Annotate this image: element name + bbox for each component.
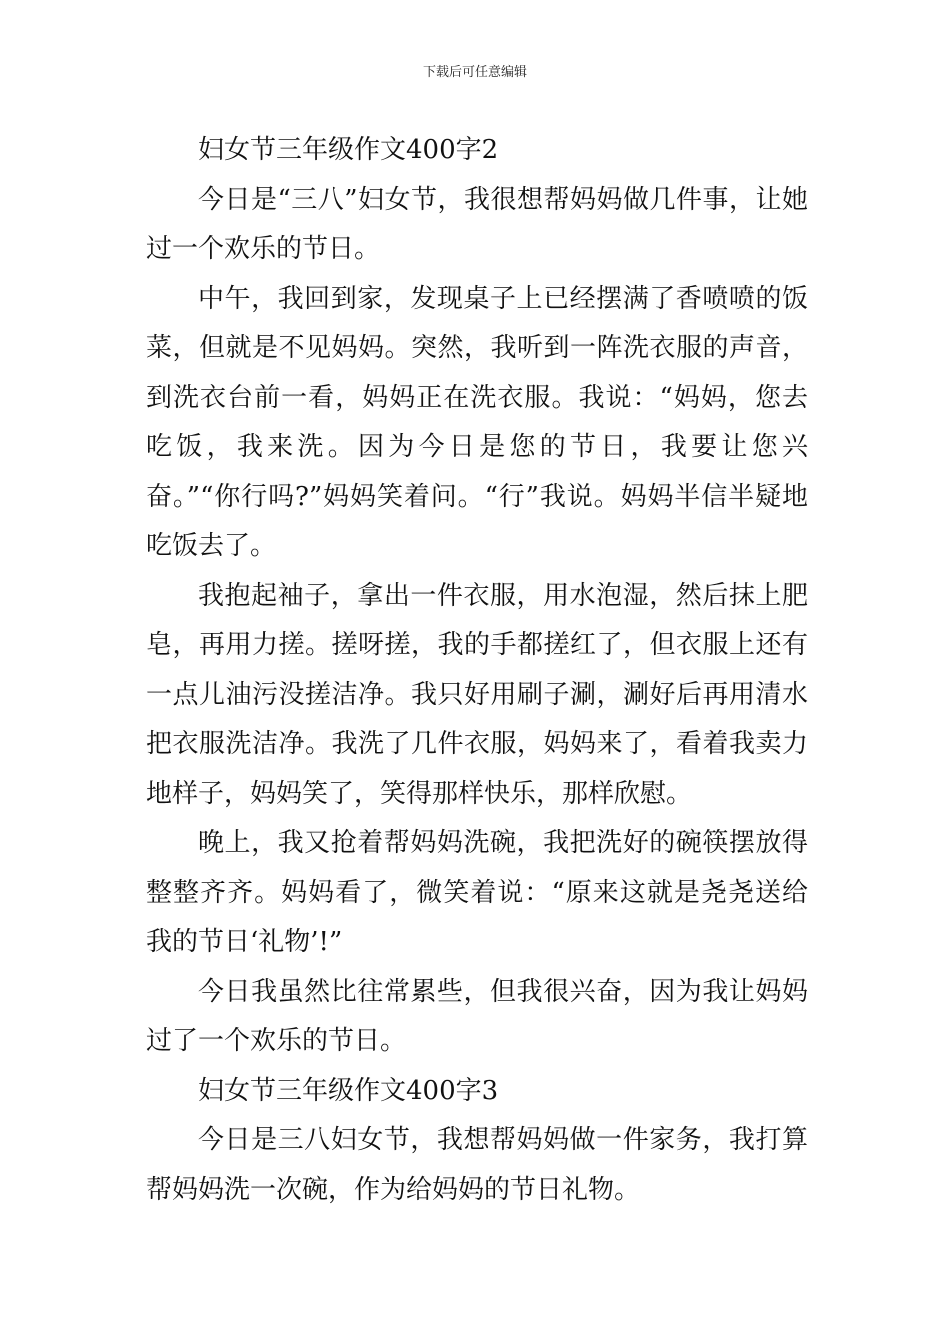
paragraph: 今日是三八妇女节，我想帮妈妈做一件家务，我打算帮妈妈洗一次碗，作为给妈妈的节日礼物。	[146, 1125, 808, 1205]
paragraph: 今日我虽然比往常累些，但我很兴奋，因为我让妈妈过了一个欢乐的节日。	[146, 976, 808, 1056]
paragraph: 我抱起袖子，拿出一件衣服，用水泡湿，然后抹上肥皂，再用力搓。搓呀搓，我的手都搓红了，但衣服上还有一点儿油污没搓洁净。我只好用刷子涮，涮好后再用清水把衣服洗洁净。我洗了几件衣服，妈妈来了，看着我卖力地样子，妈妈笑了，笑得那样快乐，那样欣慰。	[146, 580, 808, 809]
paragraph: 中午，我回到家，发现桌子上已经摆满了香喷喷的饭菜，但就是不见妈妈。突然，我听到一阵洗衣服的声音，到洗衣台前一看，妈妈正在洗衣服。我说：“妈妈，您去吃饭，我来洗。因为今日是您的节日，我要让您兴奋。”“你行吗?”妈妈笑着问。“行”我说。妈妈半信半疑地吃饭去了。	[146, 283, 808, 561]
essay-title-2: 妇女节三年级作文400字2	[198, 135, 499, 165]
paragraph: 今日是“三八”妇女节，我很想帮妈妈做几件事，让她过一个欢乐的节日。	[146, 184, 808, 264]
document-body	[146, 126, 808, 1215]
paragraph: 晚上，我又抢着帮妈妈洗碗，我把洗好的碗筷摆放得整整齐齐。妈妈看了，微笑着说：“原来这就是尧尧送给我的节日‘礼物’!”	[146, 828, 808, 957]
page-header: 下载后可任意编辑	[422, 65, 527, 80]
essay-title-3: 妇女节三年级作文400字3	[198, 1075, 499, 1106]
